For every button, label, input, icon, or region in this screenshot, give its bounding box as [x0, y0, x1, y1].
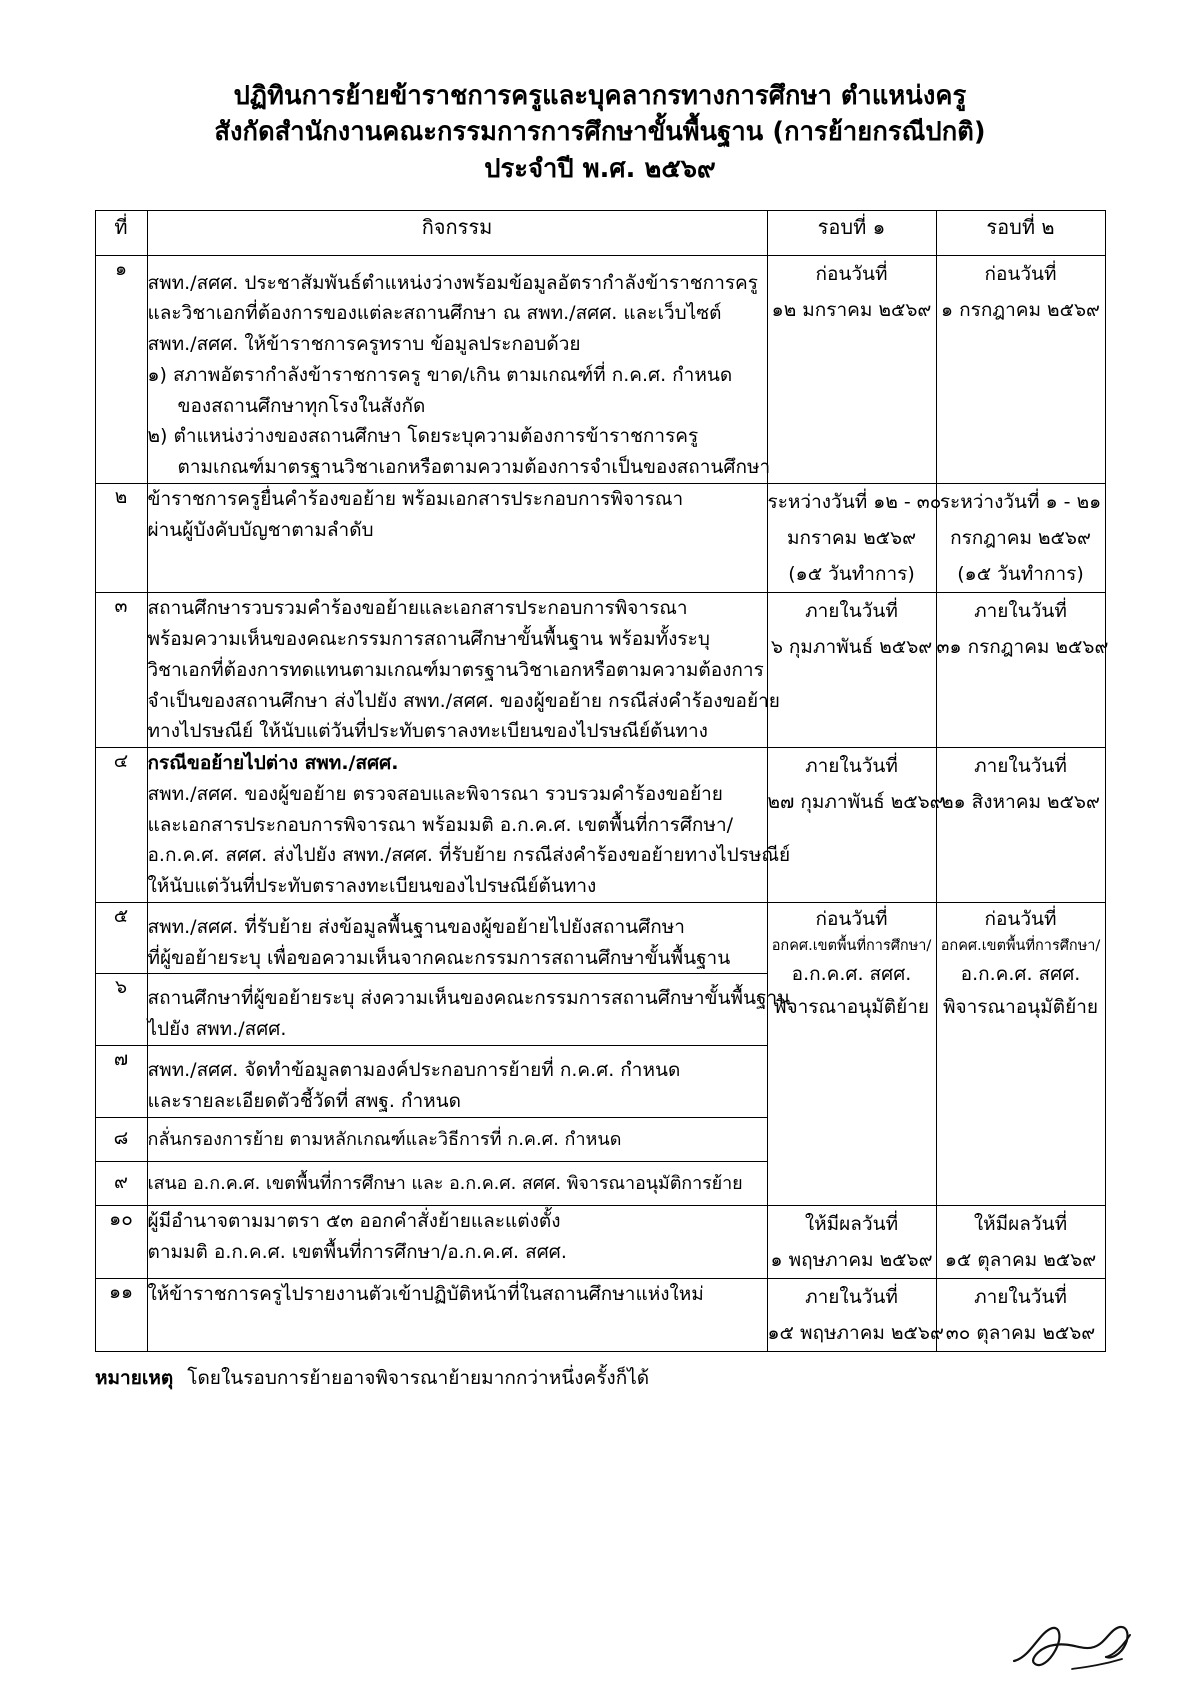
- date-line: ๑ พฤษภาคม ๒๕๖๙: [770, 1248, 933, 1271]
- date-line: ๓๑ กรกฎาคม ๒๕๖๙: [936, 636, 1109, 659]
- round2-date: [936, 748, 1105, 903]
- activity-line: กลั่นกรองการย้าย ตามหลักเกณฑ์และวิธีการที่ ก.ค.ศ. กำหนด: [147, 1128, 622, 1150]
- date-line: อ.ก.ค.ศ. สศศ.: [791, 962, 912, 985]
- document-title: [60, 78, 1140, 188]
- date-line: (๑๕ วันทำการ): [788, 563, 915, 586]
- date-line: ระหว่างวันที่ ๑ - ๒๑: [939, 490, 1102, 513]
- row-number: ๑๑: [95, 1279, 147, 1352]
- date-line: ภายในวันที่: [974, 1286, 1067, 1308]
- round2-date: [936, 255, 1105, 483]
- row-number: ๑๐: [95, 1205, 147, 1278]
- round2-date: [936, 593, 1109, 748]
- date-line: ๑๕ พฤษภาคม ๒๕๖๙: [767, 1322, 944, 1345]
- table-row: [95, 1205, 1105, 1278]
- activity-line: และรายละเอียดตัวชี้วัดที่ สพฐ. กำหนด: [147, 1089, 462, 1112]
- activity-line: สถานศึกษาที่ผู้ขอย้ายระบุ ส่งความเห็นของคณะกรรมการสถานศึกษาขั้นพื้นฐาน: [147, 987, 791, 1010]
- row-activity: [147, 1161, 767, 1205]
- title-line-3: ประจำปี พ.ศ. ๒๕๖๙: [484, 154, 716, 185]
- activity-line: กรณีขอย้ายไปต่าง สพท./สศศ.: [147, 752, 399, 775]
- activity-line: และเอกสารประกอบการพิจารณา พร้อมมติ อ.ก.ค.ศ. เขตพื้นที่การศึกษา/: [147, 813, 734, 836]
- table-row: [95, 255, 1105, 483]
- activity-line: สถานศึกษารวบรวมคำร้องขอย้ายและเอกสารประกอบการพิจารณา: [147, 597, 688, 620]
- header-round1: รอบที่ ๑: [767, 210, 936, 255]
- activity-line: ที่ผู้ขอย้ายระบุ เพื่อขอความเห็นจากคณะกรรมการสถานศึกษาขั้นพื้นฐาน: [147, 946, 731, 969]
- activity-line: พร้อมความเห็นของคณะกรรมการสถานศึกษาขั้นพื้นฐาน พร้อมทั้งระบุ: [147, 628, 710, 651]
- row-activity: [147, 1117, 767, 1161]
- date-line: ๑๕ ตุลาคม ๒๕๖๙: [944, 1248, 1097, 1271]
- note-text: โดยในรอบการย้ายอาจพิจารณาย้ายมากกว่าหนึ่งครั้งก็ได้: [187, 1367, 650, 1390]
- activity-line: ทางไปรษณีย์ ให้นับแต่วันที่ประทับตราลงทะเบียนของไปรษณีย์ต้นทาง: [147, 720, 708, 743]
- date-line: ๒๗ กุมภาพันธ์ ๒๕๖๙: [767, 791, 944, 814]
- activity-line: วิชาเอกที่ต้องการทดแทนตามเกณฑ์มาตรฐานวิชาเอกหรือตามความต้องการ: [147, 658, 764, 681]
- round1-date: [767, 748, 944, 903]
- date-line: อ.ก.ค.ศ. สศศ.: [960, 962, 1081, 985]
- date-line: ๑ กรกฎาคม ๒๕๖๙: [941, 298, 1100, 321]
- activity-line: ผ่านผู้บังคับบัญชาตามลำดับ: [147, 518, 374, 541]
- round2-date: [936, 483, 1105, 592]
- activity-line: ข้าราชการครูยื่นคำร้องขอย้าย พร้อมเอกสารประกอบการพิจารณา: [147, 487, 684, 510]
- round2-date-merged: [936, 902, 1105, 1205]
- activity-line: จำเป็นของสถานศึกษา ส่งไปยัง สพท./สศศ. ของผู้ขอย้าย กรณีส่งคำร้องขอย้าย: [147, 689, 780, 712]
- calendar-table: [95, 210, 1109, 1353]
- row-number: ๑: [95, 255, 147, 483]
- date-line: พิจารณาอนุมัติย้าย: [942, 996, 1099, 1019]
- activity-line: ๒) ตำแหน่งว่างของสถานศึกษา โดยระบุความต้องการข้าราชการครู: [147, 425, 699, 448]
- date-line: ภายในวันที่: [974, 600, 1067, 623]
- round1-date: [767, 255, 936, 483]
- date-line: กรกฎาคม ๒๕๖๙: [950, 527, 1091, 550]
- date-line: ๖ กุมภาพันธ์ ๒๕๖๙: [770, 636, 933, 659]
- date-line: ๓๐ ตุลาคม ๒๕๖๙: [945, 1322, 1096, 1345]
- activity-line: และวิชาเอกที่ต้องการของแต่ละสถานศึกษา ณ สพท./สศศ. และเว็บไซต์: [147, 302, 722, 325]
- date-line: ก่อนวันที่: [984, 262, 1057, 285]
- signature-mark: [1010, 1617, 1140, 1679]
- date-line: พิจารณาอนุมัติย้าย: [773, 996, 930, 1019]
- table-row: [95, 902, 1105, 974]
- date-line: อกคศ.เขตพื้นที่การศึกษา/: [940, 938, 1101, 955]
- round1-date: [767, 1205, 936, 1278]
- title-line-2: สังกัดสำนักงานคณะกรรมการการศึกษาขั้นพื้นฐาน (การย้ายกรณีปกติ): [214, 117, 986, 148]
- date-line: ระหว่างวันที่ ๑๒ - ๓๐: [767, 490, 942, 513]
- date-line: (๑๕ วันทำการ): [957, 563, 1084, 586]
- activity-line: ตามมติ อ.ก.ค.ศ. เขตพื้นที่การศึกษา/อ.ก.ค.ศ. สศศ.: [147, 1240, 567, 1263]
- note-label: หมายเหตุ: [95, 1367, 174, 1390]
- row-activity: [147, 1045, 767, 1117]
- date-line: ให้มีผลวันที่: [973, 1212, 1068, 1235]
- date-line: ก่อนวันที่: [815, 907, 888, 930]
- row-activity: [147, 255, 771, 483]
- row-number: ๗: [95, 1045, 147, 1117]
- round1-date: [767, 593, 936, 748]
- activity-line: สพท./สศศ. ของผู้ขอย้าย ตรวจสอบและพิจารณา รวบรวมคำร้องขอย้าย: [147, 782, 723, 805]
- activity-line: ของสถานศึกษาทุกโรงในสังกัด: [177, 394, 426, 417]
- round2-date: [936, 1205, 1105, 1278]
- date-line: ภายในวันที่: [805, 1286, 898, 1308]
- table-row: [95, 483, 1105, 592]
- row-number: ๕: [95, 902, 147, 974]
- table-row: [95, 593, 1105, 748]
- row-number: ๙: [95, 1161, 147, 1205]
- table-row: [95, 1279, 1105, 1352]
- activity-line: ไปยัง สพท./สศศ.: [147, 1018, 287, 1041]
- date-line: ก่อนวันที่: [984, 907, 1057, 930]
- activity-line: ให้ข้าราชการครูไปรายงานตัวเข้าปฏิบัติหน้าที่ในสถานศึกษาแห่งใหม่: [147, 1283, 704, 1305]
- header-no: ที่: [95, 210, 147, 255]
- round1-date-merged: [767, 902, 936, 1205]
- table-row: [95, 748, 1105, 903]
- date-line: ภายในวันที่: [974, 755, 1067, 778]
- header-round2: รอบที่ ๒: [936, 210, 1105, 255]
- row-activity: [147, 902, 767, 974]
- activity-line: ๑) สภาพอัตรากำลังข้าราชการครู ขาด/เกิน ตามเกณฑ์ที่ ก.ค.ศ. กำหนด: [147, 363, 733, 386]
- activity-line: ผู้มีอำนาจตามมาตรา ๕๓ ออกคำสั่งย้ายและแต่งตั้ง: [147, 1209, 561, 1232]
- row-activity: [147, 1205, 767, 1278]
- row-activity: [147, 593, 780, 748]
- row-number: ๔: [95, 748, 147, 903]
- date-line: อกคศ.เขตพื้นที่การศึกษา/: [771, 938, 932, 955]
- activity-line: สพท./สศศ. ประชาสัมพันธ์ตำแหน่งว่างพร้อมข้อมูลอัตรากำลังข้าราชการครู: [147, 271, 758, 294]
- date-line: ภายในวันที่: [805, 600, 898, 623]
- date-line: ๒๑ สิงหาคม ๒๕๖๙: [941, 791, 1100, 814]
- row-activity: [147, 974, 791, 1046]
- row-number: ๖: [95, 974, 147, 1046]
- table-header-row: [95, 210, 1105, 255]
- round2-date: [936, 1279, 1105, 1352]
- date-line: ๑๒ มกราคม ๒๕๖๙: [771, 298, 932, 321]
- activity-line: สพท./สศศ. ให้ข้าราชการครูทราบ ข้อมูลประกอบด้วย: [147, 333, 581, 356]
- footer-note: [95, 1364, 1105, 1393]
- round1-date: [767, 1279, 944, 1352]
- date-line: ก่อนวันที่: [815, 262, 888, 285]
- row-number: ๒: [95, 483, 147, 592]
- activity-line: สพท./สศศ. จัดทำข้อมูลตามองค์ประกอบการย้ายที่ ก.ค.ศ. กำหนด: [147, 1058, 681, 1081]
- activity-line: อ.ก.ค.ศ. สศศ. ส่งไปยัง สพท./สศศ. ที่รับย้าย กรณีส่งคำร้องขอย้ายทางไปรษณีย์: [147, 844, 791, 867]
- activity-line: สพท./สศศ. ที่รับย้าย ส่งข้อมูลพื้นฐานของผู้ขอย้ายไปยังสถานศึกษา: [147, 915, 685, 938]
- round1-date: [767, 483, 942, 592]
- date-line: มกราคม ๒๕๖๙: [786, 527, 917, 550]
- activity-line: ตามเกณฑ์มาตรฐานวิชาเอกหรือตามความต้องการจำเป็นของสถานศึกษา: [177, 456, 771, 479]
- title-line-1: ปฏิทินการย้ายข้าราชการครูและบุคลากรทางการศึกษา ตำแหน่งครู: [233, 81, 967, 111]
- row-activity: [147, 483, 767, 592]
- table-body: [95, 255, 1109, 1352]
- row-number: ๓: [95, 593, 147, 748]
- row-activity: [147, 748, 791, 903]
- date-line: ภายในวันที่: [805, 755, 898, 778]
- activity-line: ให้นับแต่วันที่ประทับตราลงทะเบียนของไปรษณีย์ต้นทาง: [147, 875, 597, 898]
- header-activity: กิจกรรม: [147, 210, 767, 255]
- row-number: ๘: [95, 1117, 147, 1161]
- date-line: ให้มีผลวันที่: [804, 1212, 899, 1235]
- row-activity: [147, 1279, 767, 1352]
- activity-line: เสนอ อ.ก.ค.ศ. เขตพื้นที่การศึกษา และ อ.ก.ค.ศ. สศศ. พิจารณาอนุมัติการย้าย: [147, 1172, 743, 1194]
